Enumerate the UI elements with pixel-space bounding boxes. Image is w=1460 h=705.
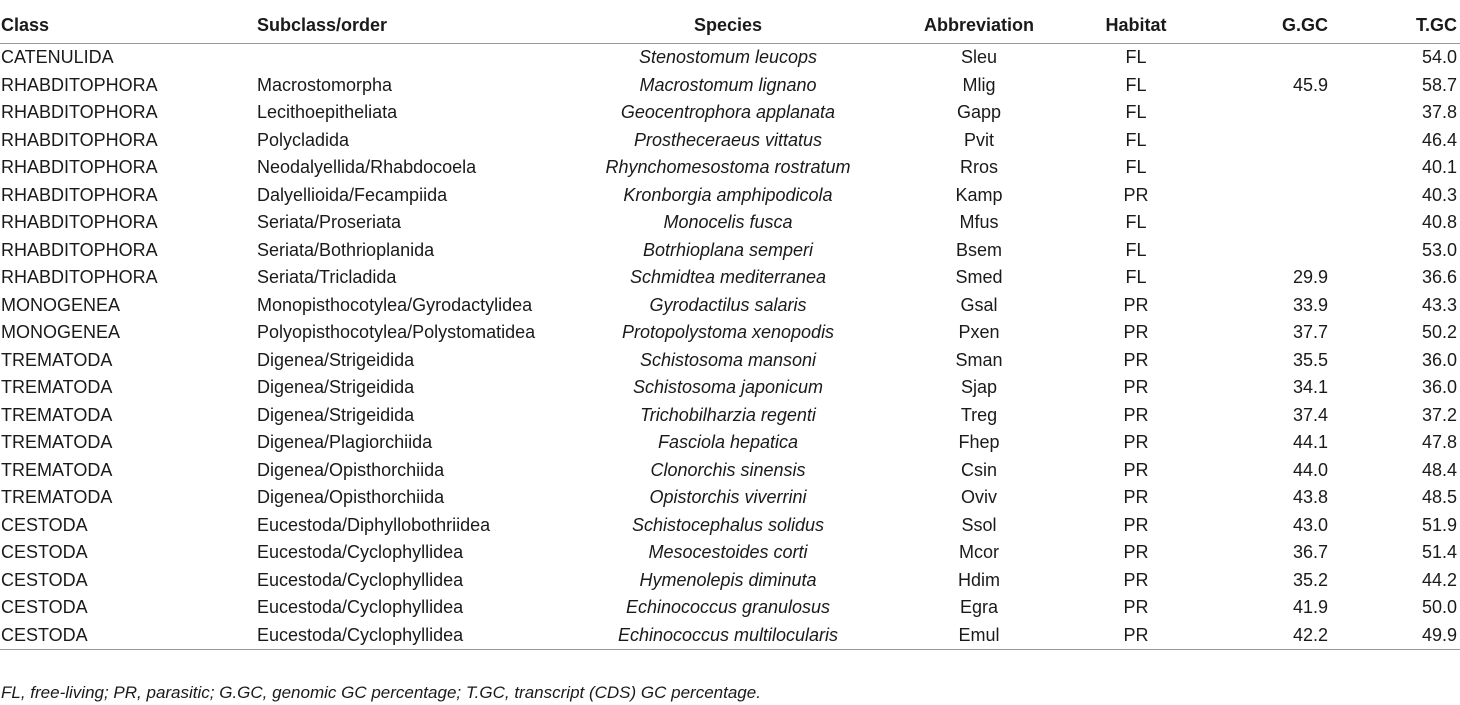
table-row — [0, 127, 1460, 155]
cell-abbreviation: Smed — [955, 267, 1003, 288]
table-row — [0, 72, 1460, 100]
cell-habitat: PR — [1123, 597, 1149, 618]
cell-species: Schmidtea mediterranea — [629, 267, 827, 288]
cell-class: TREMATODA — [1, 349, 113, 370]
cell-ggc: 44.0 — [1292, 459, 1328, 480]
cell-tgc: 51.4 — [1421, 542, 1457, 563]
cell-class: TREMATODA — [1, 377, 113, 398]
cell-abbreviation: Fhep — [958, 432, 1000, 453]
header-ggc: G.GC — [1211, 7, 1336, 44]
cell-subclass: Eucestoda/Cyclophyllidea — [257, 597, 464, 618]
cell-species: Trichobilharzia regenti — [640, 404, 816, 425]
cell-tgc: 43.3 — [1421, 294, 1457, 315]
cell-abbreviation: Egra — [959, 597, 999, 618]
cell-tgc: 36.0 — [1421, 349, 1457, 370]
cell-habitat: PR — [1123, 184, 1149, 205]
cell-tgc: 37.2 — [1421, 404, 1457, 425]
table-row — [0, 429, 1460, 457]
cell-abbreviation: Mfus — [959, 212, 999, 233]
header-subclass: Subclass/order — [257, 7, 559, 44]
cell-species: Fasciola hepatica — [657, 432, 799, 453]
cell-ggc: 44.1 — [1292, 432, 1328, 453]
table-row — [0, 347, 1460, 375]
cell-habitat: PR — [1123, 514, 1149, 535]
cell-class: CESTODA — [1, 597, 88, 618]
cell-subclass: Digenea/Strigeidida — [257, 404, 415, 425]
cell-ggc — [1211, 99, 1336, 127]
table-row — [0, 402, 1460, 430]
cell-tgc: 36.6 — [1421, 267, 1457, 288]
cell-habitat: PR — [1123, 377, 1149, 398]
cell-habitat: PR — [1123, 569, 1149, 590]
cell-ggc: 34.1 — [1292, 377, 1328, 398]
table-row — [0, 567, 1460, 595]
cell-ggc: 37.4 — [1292, 404, 1328, 425]
cell-habitat: FL — [1125, 74, 1147, 95]
header-species: Species — [559, 7, 897, 44]
cell-abbreviation: Gsal — [960, 294, 998, 315]
cell-habitat: PR — [1123, 404, 1149, 425]
cell-subclass: Eucestoda/Cyclophyllidea — [257, 542, 464, 563]
cell-subclass: Eucestoda/Diphyllobothriidea — [257, 514, 491, 535]
cell-abbreviation: Mcor — [959, 542, 999, 563]
cell-ggc: 29.9 — [1292, 267, 1328, 288]
cell-class: CESTODA — [1, 542, 88, 563]
table-row — [0, 209, 1460, 237]
cell-class: TREMATODA — [1, 404, 113, 425]
table-row — [0, 539, 1460, 567]
cell-abbreviation: Gapp — [956, 102, 1002, 123]
cell-subclass — [257, 44, 559, 72]
cell-subclass: Seriata/Bothrioplanida — [257, 239, 435, 260]
cell-class: MONOGENEA — [1, 322, 121, 343]
table-row — [0, 319, 1460, 347]
table-row — [0, 44, 1460, 72]
cell-tgc: 47.8 — [1421, 432, 1457, 453]
cell-habitat: FL — [1125, 157, 1147, 178]
cell-subclass: Polycladida — [257, 129, 350, 150]
cell-class: RHABDITOPHORA — [1, 157, 158, 178]
cell-abbreviation: Oviv — [961, 487, 997, 508]
cell-subclass: Neodalyellida/Rhabdocoela — [257, 157, 477, 178]
cell-ggc: 33.9 — [1292, 294, 1328, 315]
header-abbreviation: Abbreviation — [897, 7, 1061, 44]
cell-abbreviation: Mlig — [962, 74, 996, 95]
cell-species: Schistocephalus solidus — [631, 514, 825, 535]
cell-tgc: 36.0 — [1421, 377, 1457, 398]
cell-class: TREMATODA — [1, 432, 113, 453]
cell-ggc — [1211, 154, 1336, 182]
cell-ggc: 41.9 — [1292, 597, 1328, 618]
table-body — [0, 44, 1460, 650]
table-row — [0, 264, 1460, 292]
cell-tgc: 40.1 — [1421, 157, 1457, 178]
cell-species: Macrostomum lignano — [639, 74, 817, 95]
cell-abbreviation: Hdim — [957, 569, 1000, 590]
cell-class: RHABDITOPHORA — [1, 184, 158, 205]
cell-species: Monocelis fusca — [663, 212, 793, 233]
cell-ggc: 37.7 — [1292, 322, 1328, 343]
cell-class: RHABDITOPHORA — [1, 239, 158, 260]
cell-tgc: 40.8 — [1421, 212, 1457, 233]
cell-habitat: FL — [1125, 267, 1147, 288]
cell-class: RHABDITOPHORA — [1, 129, 158, 150]
cell-species: Botrhioplana semperi — [642, 239, 814, 260]
cell-tgc: 50.2 — [1421, 322, 1457, 343]
cell-subclass: Digenea/Strigeidida — [257, 349, 415, 370]
cell-species: Schistosoma mansoni — [639, 349, 817, 370]
cell-class: CESTODA — [1, 514, 88, 535]
cell-species: Opistorchis viverrini — [649, 487, 807, 508]
cell-abbreviation: Kamp — [955, 184, 1003, 205]
cell-subclass: Lecithoepitheliata — [257, 102, 398, 123]
cell-habitat: PR — [1123, 459, 1149, 480]
cell-abbreviation: Sman — [955, 349, 1003, 370]
cell-subclass: Digenea/Plagiorchiida — [257, 432, 433, 453]
table-row — [0, 484, 1460, 512]
cell-tgc: 48.5 — [1421, 487, 1457, 508]
table-row — [0, 99, 1460, 127]
cell-species: Prostheceraeus vittatus — [633, 129, 823, 150]
cell-abbreviation: Ssol — [961, 514, 997, 535]
cell-class: RHABDITOPHORA — [1, 267, 158, 288]
cell-species: Gyrodactilus salaris — [649, 294, 807, 315]
table-row — [0, 622, 1460, 650]
cell-abbreviation: Pvit — [963, 129, 994, 150]
table-row — [0, 457, 1460, 485]
cell-tgc: 37.8 — [1421, 102, 1457, 123]
cell-species: Rhynchomesostoma rostratum — [605, 157, 851, 178]
cell-tgc: 58.7 — [1421, 74, 1457, 95]
cell-class: TREMATODA — [1, 487, 113, 508]
cell-habitat: PR — [1123, 294, 1149, 315]
cell-habitat: FL — [1125, 102, 1147, 123]
table-row — [0, 512, 1460, 540]
cell-abbreviation: Pxen — [958, 322, 1000, 343]
cell-class: CATENULIDA — [1, 47, 114, 68]
cell-ggc — [1211, 237, 1336, 265]
cell-tgc: 51.9 — [1421, 514, 1457, 535]
cell-class: CESTODA — [0, 622, 257, 650]
cell-tgc: 40.3 — [1421, 184, 1457, 205]
cell-ggc: 43.0 — [1292, 514, 1328, 535]
cell-subclass: Eucestoda/Cyclophyllidea — [257, 569, 464, 590]
cell-species: Echinococcus multilocularis — [559, 622, 897, 650]
table-row — [0, 292, 1460, 320]
cell-class: RHABDITOPHORA — [1, 102, 158, 123]
cell-subclass: Monopisthocotylea/Gyrodactylidea — [257, 294, 533, 315]
cell-abbreviation: Sleu — [960, 47, 998, 68]
cell-subclass: Dalyellioida/Fecampiida — [257, 184, 448, 205]
table-row — [0, 594, 1460, 622]
cell-ggc: 35.5 — [1292, 349, 1328, 370]
cell-tgc: 46.4 — [1421, 129, 1457, 150]
species-table — [0, 7, 1460, 650]
cell-species: Geocentrophora applanata — [620, 102, 836, 123]
cell-habitat: PR — [1061, 622, 1211, 650]
table-header-row — [0, 7, 1460, 44]
cell-ggc: 35.2 — [1292, 569, 1328, 590]
cell-habitat: PR — [1123, 432, 1149, 453]
cell-ggc — [1211, 44, 1336, 72]
cell-tgc: 50.0 — [1421, 597, 1457, 618]
cell-species: Schistosoma japonicum — [632, 377, 824, 398]
cell-habitat: PR — [1123, 542, 1149, 563]
header-tgc: T.GC — [1336, 7, 1460, 44]
cell-subclass: Seriata/Tricladida — [257, 267, 397, 288]
cell-ggc: 45.9 — [1292, 74, 1328, 95]
table-footnote: FL, free-living; PR, parasitic; G.GC, genomic GC percentage; T.GC, transcript (CDS) GC percentage. — [1, 683, 761, 702]
cell-subclass: Macrostomorpha — [257, 74, 393, 95]
header-class: Class — [0, 7, 257, 44]
cell-tgc: 49.9 — [1336, 622, 1460, 650]
cell-tgc: 53.0 — [1421, 239, 1457, 260]
cell-abbreviation: Treg — [960, 404, 998, 425]
cell-ggc: 36.7 — [1292, 542, 1328, 563]
cell-class: CESTODA — [1, 569, 88, 590]
cell-species: Clonorchis sinensis — [650, 459, 806, 480]
cell-species: Kronborgia amphipodicola — [623, 184, 833, 205]
table-row — [0, 182, 1460, 210]
cell-habitat: FL — [1125, 47, 1147, 68]
cell-tgc: 48.4 — [1421, 459, 1457, 480]
cell-subclass: Eucestoda/Cyclophyllidea — [257, 622, 559, 650]
cell-habitat: PR — [1123, 487, 1149, 508]
cell-abbreviation: Csin — [960, 459, 997, 480]
cell-subclass: Digenea/Strigeidida — [257, 377, 415, 398]
cell-habitat: PR — [1123, 349, 1149, 370]
table-row — [0, 374, 1460, 402]
cell-ggc — [1211, 182, 1336, 210]
header-habitat: Habitat — [1061, 7, 1211, 44]
cell-species: Echinococcus granulosus — [625, 597, 831, 618]
cell-habitat: PR — [1123, 322, 1149, 343]
cell-abbreviation: Rros — [959, 157, 998, 178]
cell-class: RHABDITOPHORA — [1, 212, 158, 233]
cell-tgc: 44.2 — [1421, 569, 1457, 590]
cell-tgc: 54.0 — [1421, 47, 1457, 68]
cell-ggc — [1211, 127, 1336, 155]
cell-abbreviation: Sjap — [960, 377, 998, 398]
cell-habitat: FL — [1125, 212, 1147, 233]
cell-subclass: Polyopisthocotylea/Polystomatidea — [257, 322, 536, 343]
cell-class: TREMATODA — [1, 459, 113, 480]
cell-species: Protopolystoma xenopodis — [621, 322, 835, 343]
cell-habitat: FL — [1125, 239, 1147, 260]
cell-ggc: 42.2 — [1211, 622, 1336, 650]
cell-subclass: Digenea/Opisthorchiida — [257, 459, 445, 480]
cell-abbreviation: Emul — [897, 622, 1061, 650]
table-row — [0, 237, 1460, 265]
cell-subclass: Seriata/Proseriata — [257, 212, 402, 233]
cell-abbreviation: Bsem — [955, 239, 1002, 260]
cell-species: Stenostomum leucops — [638, 47, 818, 68]
cell-ggc: 43.8 — [1292, 487, 1328, 508]
cell-habitat: FL — [1125, 129, 1147, 150]
table-row — [0, 154, 1460, 182]
cell-ggc — [1211, 209, 1336, 237]
cell-class: MONOGENEA — [1, 294, 121, 315]
cell-species: Hymenolepis diminuta — [639, 569, 817, 590]
cell-subclass: Digenea/Opisthorchiida — [257, 487, 445, 508]
cell-class: RHABDITOPHORA — [1, 74, 158, 95]
cell-species: Mesocestoides corti — [648, 542, 808, 563]
